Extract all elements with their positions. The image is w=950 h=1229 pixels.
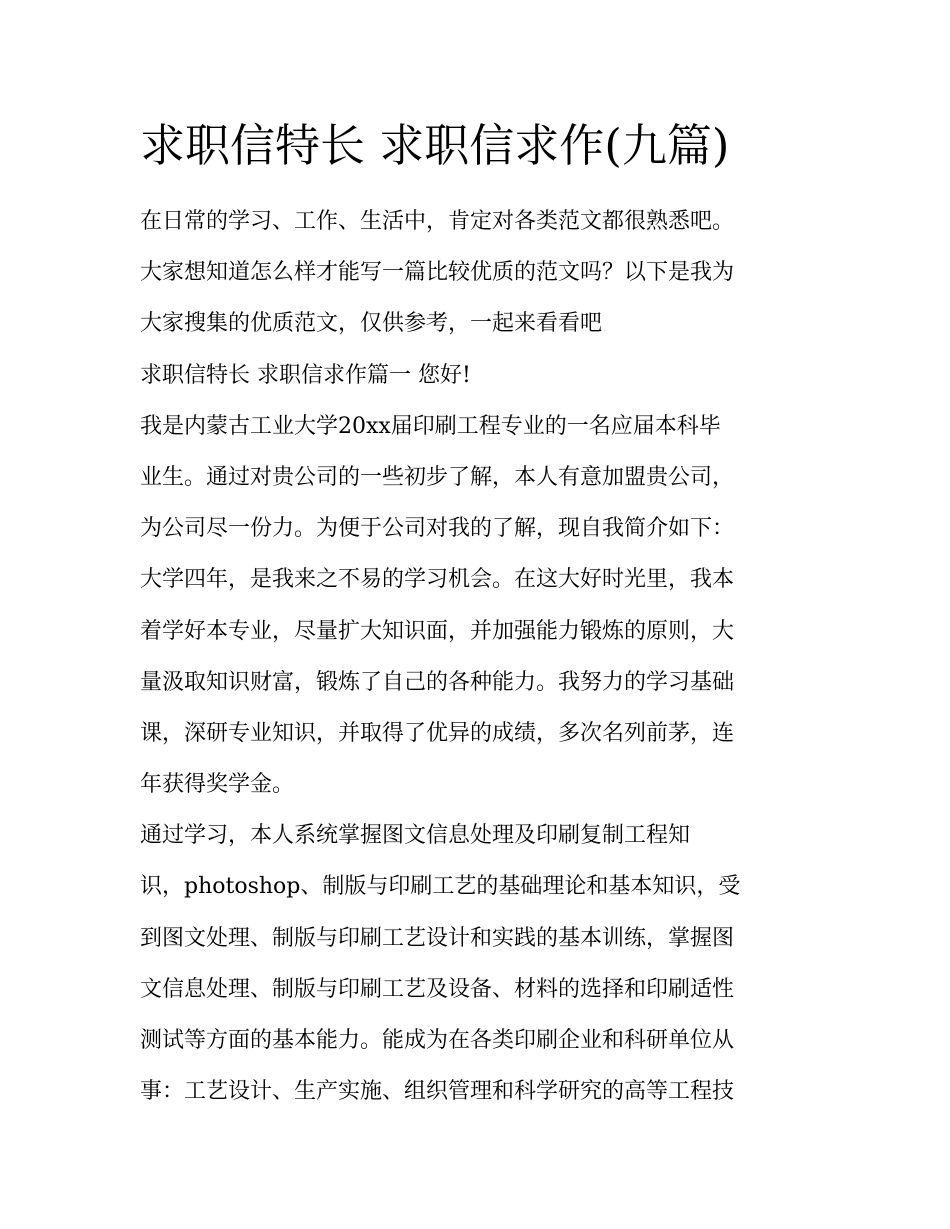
body-line: 文信息处理、制版与印刷工艺及设备、材料的选择和印刷适性 xyxy=(140,976,735,1002)
body-line: 年获得奖学金。 xyxy=(140,772,295,798)
body-line: 为公司尽一份力。为便于公司对我的了解，现自我简介如下： xyxy=(140,516,735,542)
body-line: 着学好本专业，尽量扩大知识面，并加强能力锻炼的原则，大 xyxy=(140,618,735,644)
section-heading-line: 求职信特长 求职信求作篇一 您好! xyxy=(140,362,471,388)
body-line: 大学四年，是我来之不易的学习机会。在这大好时光里，我本 xyxy=(140,567,735,593)
body-line: 大家想知道怎么样才能写一篇比较优质的范文吗？以下是我为 xyxy=(140,260,735,286)
body-line: 大家搜集的优质范文，仅供参考，一起来看看吧 xyxy=(140,311,603,337)
body-line: 到图文处理、制版与印刷工艺设计和实践的基本训练，掌握图 xyxy=(140,925,735,951)
body-line: 我是内蒙古工业大学20xx届印刷工程专业的一名应届本科毕 xyxy=(140,413,721,439)
body-line: 业生。通过对贵公司的一些初步了解，本人有意加盟贵公司， xyxy=(140,464,735,490)
body-line: 事：工艺设计、生产实施、组织管理和科学研究的高等工程技 xyxy=(140,1079,735,1105)
body-line: 量汲取知识财富，锻炼了自己的各种能力。我努力的学习基础 xyxy=(140,669,735,695)
body-line: 通过学习，本人系统掌握图文信息处理及印刷复制工程知 xyxy=(140,823,691,849)
body-line: 课，深研专业知识，并取得了优异的成绩，多次名列前茅，连 xyxy=(140,720,735,746)
document-title: 求职信特长 求职信求作(九篇) xyxy=(140,119,730,172)
body-line: 测试等方面的基本能力。能成为在各类印刷企业和科研单位从 xyxy=(140,1028,735,1053)
document-body xyxy=(140,196,820,1117)
body-line: 识，photoshop、制版与印刷工艺的基础理论和基本知识，受 xyxy=(140,874,741,900)
body-line: 在日常的学习、工作、生活中，肯定对各类范文都很熟悉吧。 xyxy=(140,209,735,234)
